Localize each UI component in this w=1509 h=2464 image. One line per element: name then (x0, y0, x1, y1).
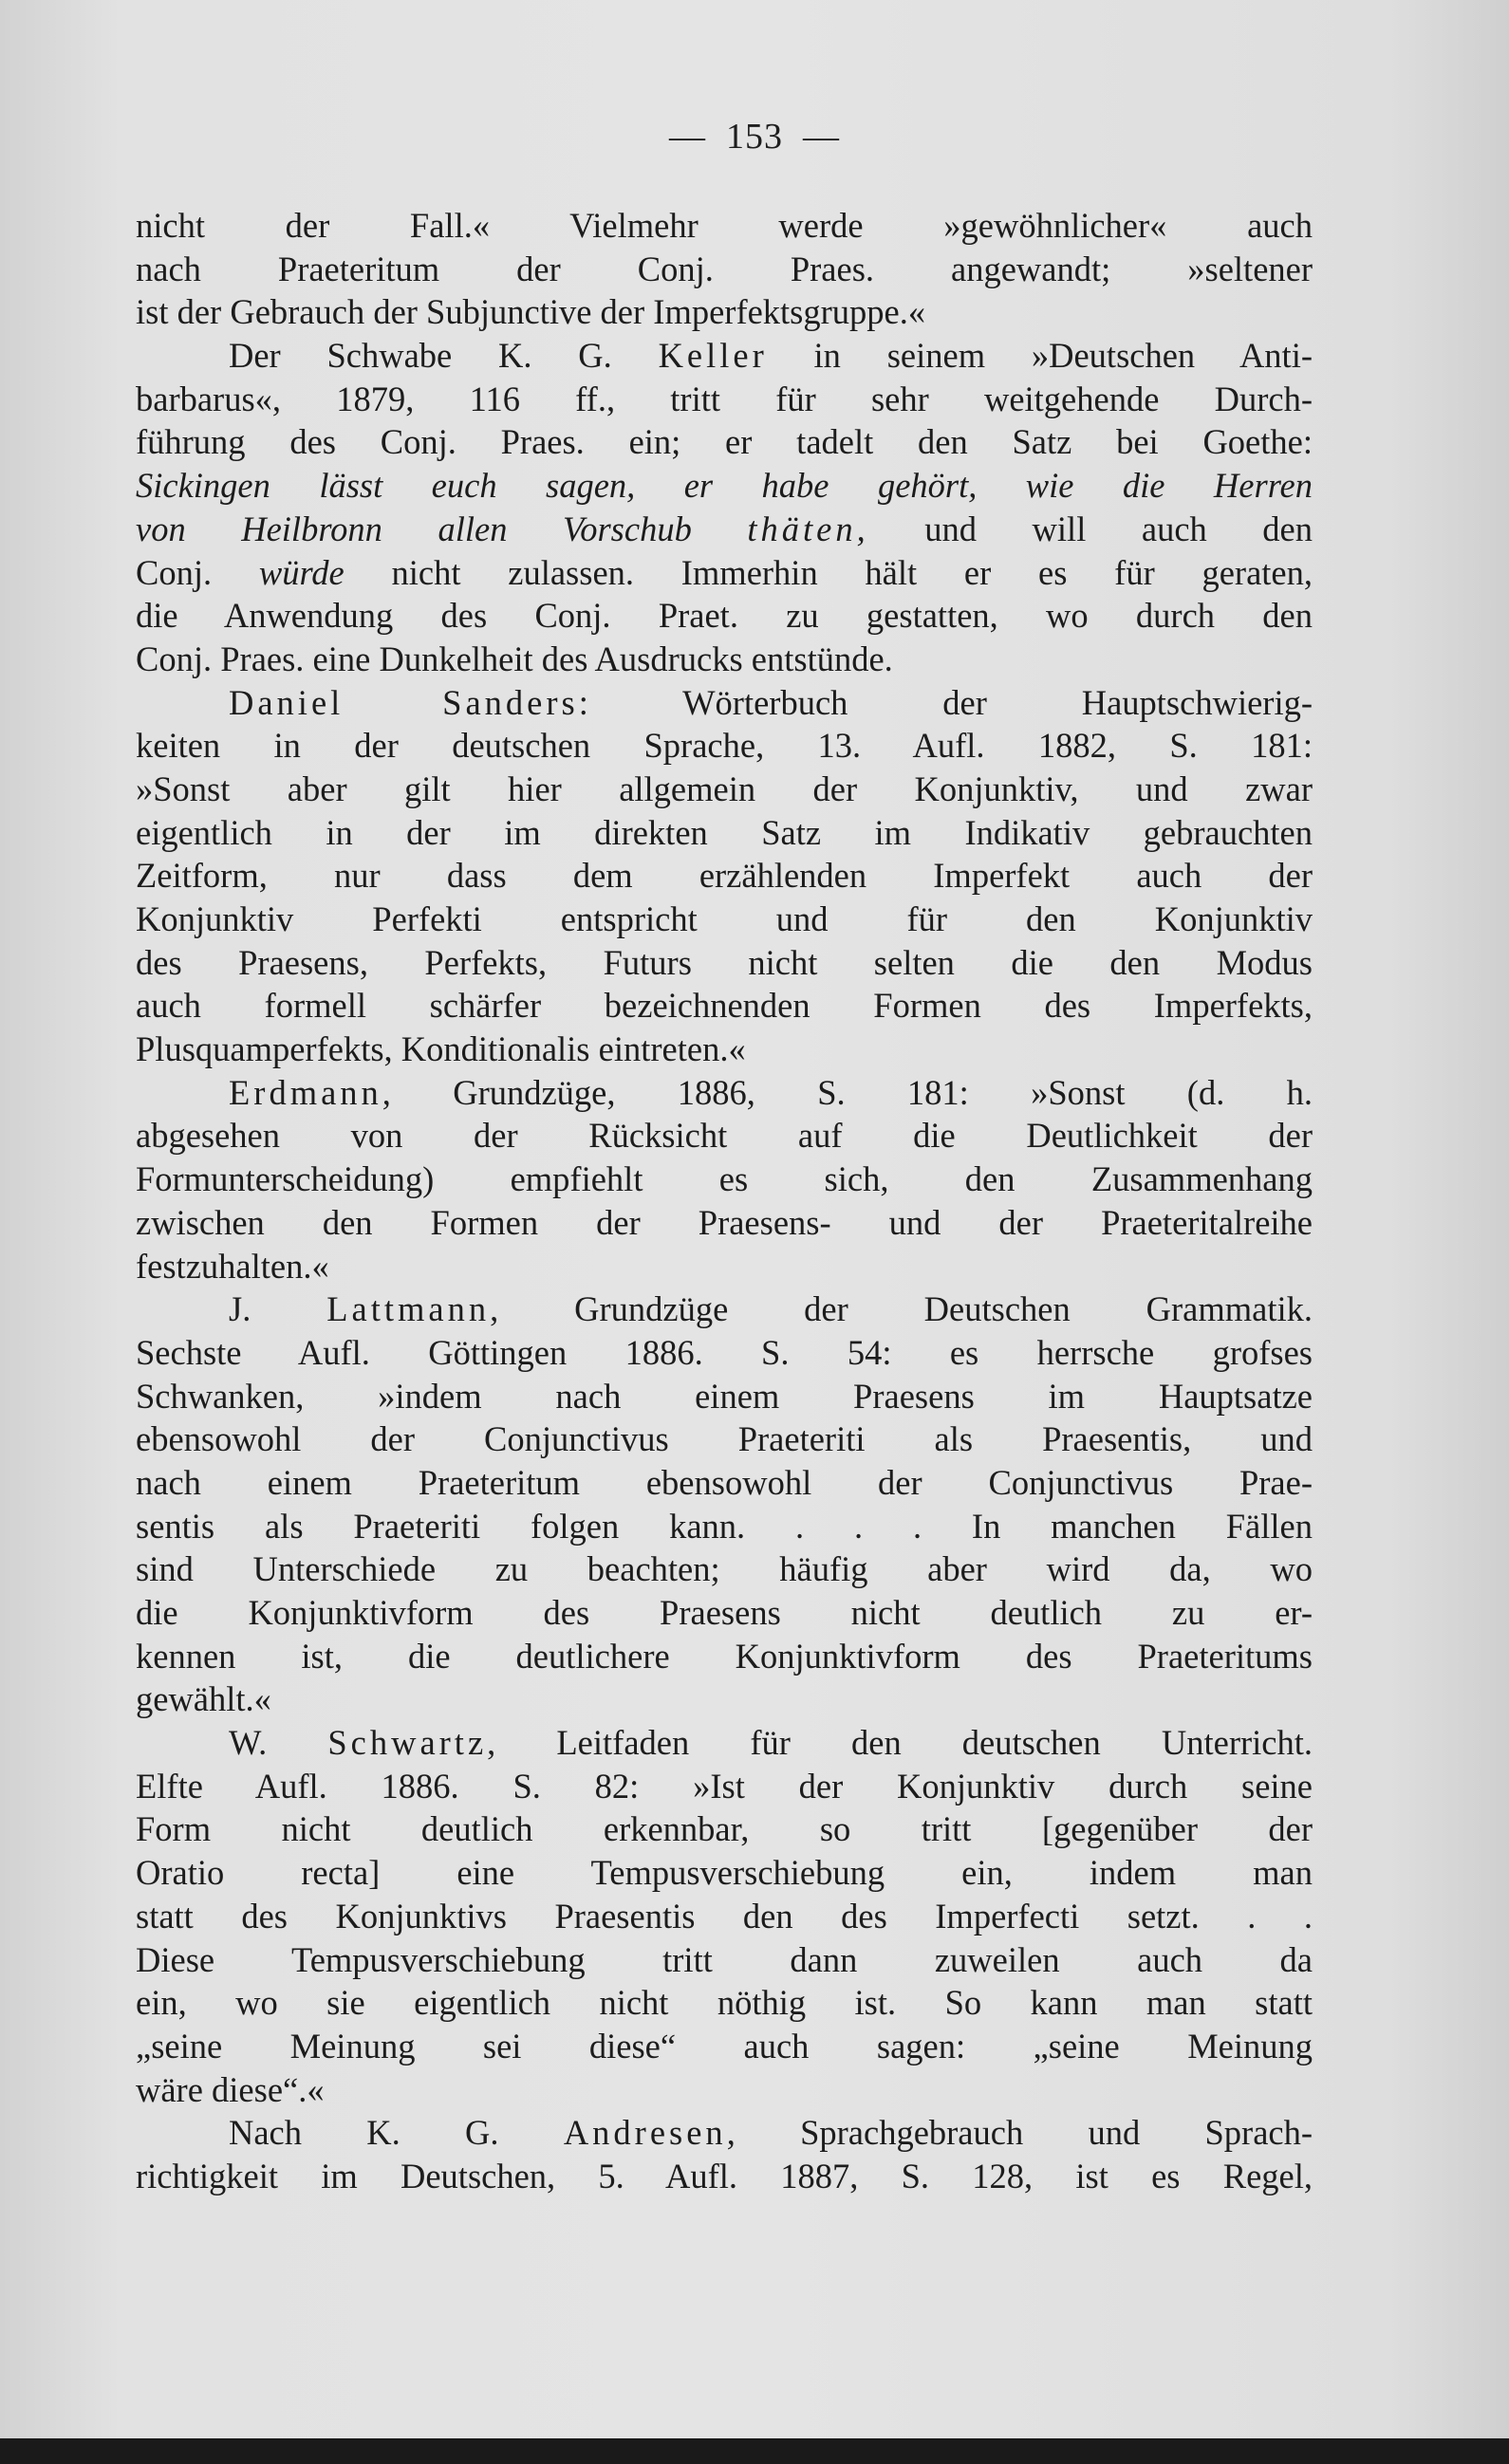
text-segment: richtigkeit im Deutschen, 5. Aufl. 1887, S. 128, ist es Regel, (136, 2156, 1313, 2195)
text-line (136, 1635, 1313, 1678)
spaced-name: Lattmann (326, 1289, 491, 1329)
scan-bottom-edge (0, 2438, 1509, 2464)
text-line (136, 1895, 1313, 1938)
text-segment: keiten in der deutschen Sprache, 13. Aufl. 1882, S. 181: (136, 726, 1313, 766)
text-segment: W. (229, 1723, 328, 1763)
text-line (136, 594, 1313, 638)
text-line (136, 1071, 1313, 1115)
text-segment: abgesehen von der Rücksicht auf die Deutlichkeit der (136, 1116, 1313, 1156)
text-segment: in seinem »Deutschen Anti- (767, 336, 1313, 376)
text-segment: ein, wo sie eigentlich nicht nöthig ist. So kann man statt (136, 1983, 1313, 2023)
text-line (136, 1981, 1313, 2025)
text-line (136, 898, 1313, 941)
text-line (136, 1375, 1313, 1418)
text-segment: eigentlich in der im direkten Satz im Indikativ gebrauchten (136, 812, 1313, 852)
text-segment: „seine Meinung sei diese“ auch sagen: „seine Meinung (136, 2026, 1313, 2066)
text-segment: ist der Gebrauch der Subjunctive der Imperfektsgruppe.« (136, 292, 926, 332)
text-line (136, 941, 1313, 985)
text-segment: kennen ist, die deutlichere Konjunktivform des Praeteritums (136, 1636, 1313, 1676)
text-line (136, 1677, 1313, 1721)
spaced-name: Andresen (563, 2113, 727, 2153)
text-segment: Nach K. G. (229, 2113, 564, 2153)
text-line (136, 1505, 1313, 1548)
text-line (136, 1158, 1313, 1201)
spaced-name: Daniel Sanders (229, 682, 579, 722)
text-segment: , Sprachgebrauch und Sprach- (726, 2113, 1313, 2153)
text-line (136, 551, 1313, 595)
text-segment: Sechste Aufl. Göttingen 1886. S. 54: es herrsche grofses (136, 1332, 1313, 1372)
text-line (136, 638, 1313, 681)
text-segment: nicht der Fall.« Vielmehr werde »gewöhnlicher« auch (136, 206, 1313, 245)
text-line (136, 811, 1313, 855)
page-number: — 153 — (669, 117, 840, 157)
text-segment: J. (229, 1289, 327, 1329)
text-line (136, 1201, 1313, 1245)
spaced-name: Schwartz (327, 1723, 488, 1763)
text-line (136, 1245, 1313, 1288)
text-segment: , Leitfaden für den deutschen Unterricht. (487, 1723, 1313, 1763)
text-segment: Plusquamperfekts, Konditionalis eintreten.« (136, 1029, 746, 1069)
text-segment: Formunterscheidung) empfiehlt es sich, den Zusammenhang (136, 1159, 1313, 1199)
text-line (136, 2111, 1313, 2155)
text-segment: führung des Conj. Praes. ein; er tadelt den Satz bei Goethe: (136, 422, 1313, 462)
text-segment: nicht zulassen. Immerhin hält er es für geraten, (344, 552, 1313, 592)
text-segment: Konjunktiv Perfekti entspricht und für den Konjunktiv (136, 899, 1313, 938)
text-segment: Der Schwabe K. G. (229, 336, 659, 376)
text-segment: »Sonst aber gilt hier allgemein der Konjunktiv, und zwar (136, 769, 1313, 808)
text-line (136, 420, 1313, 464)
spaced-name: Keller (658, 336, 768, 376)
text-segment: gewählt.« (136, 1679, 271, 1719)
text-segment: zwischen den Formen der Praesens- und der Praeteritalreihe (136, 1202, 1313, 1242)
text-segment: sind Unterschiede zu beachten; häufig aber wird da, wo (136, 1549, 1313, 1589)
text-line (136, 854, 1313, 898)
text-segment: auch formell schärfer bezeichnenden Formen des Imperfekts, (136, 986, 1313, 1026)
text-segment: nach Praeteritum der Conj. Praes. angewandt; »seltener (136, 249, 1313, 288)
text-segment: , Grundzüge, 1886, S. 181: »Sonst (d. h. (382, 1072, 1313, 1112)
text-line (136, 1288, 1313, 1331)
text-segment: wäre diese“.« (136, 2069, 325, 2109)
text-line (136, 1547, 1313, 1591)
text-line (136, 1461, 1313, 1505)
text-line (136, 508, 1313, 551)
italic-text: Sickingen lässt euch sagen, er habe gehört, wie die Herren (136, 466, 1313, 506)
text-segment: Schwanken, »indem nach einem Praesens im Hauptsatze (136, 1376, 1313, 1416)
text-line (136, 1851, 1313, 1895)
spaced-name: Erdmann (229, 1072, 382, 1112)
text-segment: ebensowohl der Conjunctivus Praeteriti als Praesentis, und (136, 1419, 1313, 1459)
text-line (136, 1331, 1313, 1375)
text-line (136, 724, 1313, 768)
text-segment: die Anwendung des Conj. Praet. zu gestatten, wo durch den (136, 596, 1313, 636)
spaced-name: thäten, (747, 509, 869, 548)
text-line (136, 2068, 1313, 2112)
text-segment: Elfte Aufl. 1886. S. 82: »Ist der Konjunktiv durch seine (136, 1766, 1313, 1806)
text-line (136, 681, 1313, 725)
text-line (136, 1807, 1313, 1851)
text-segment: des Praesens, Perfekts, Futurs nicht selten die den Modus (136, 942, 1313, 982)
italic-text: von Heilbronn allen Vorschub (136, 509, 748, 548)
text-segment: Zeitform, nur dass dem erzählenden Imperfekt auch der (136, 856, 1313, 896)
text-segment: die Konjunktivform des Praesens nicht deutlich zu er- (136, 1593, 1313, 1632)
text-segment: festzuhalten.« (136, 1246, 329, 1286)
text-segment: : Wörterbuch der Hauptschwierig- (578, 682, 1313, 722)
text-segment: nach einem Praeteritum ebensowohl der Conjunctivus Prae- (136, 1462, 1313, 1502)
text-segment: und will auch den (868, 509, 1313, 548)
text-line (136, 2025, 1313, 2068)
text-segment: Oratio recta] eine Tempusverschiebung ein, indem man (136, 1853, 1313, 1893)
text-segment: , Grundzüge der Deutschen Grammatik. (490, 1289, 1313, 1329)
text-segment: sentis als Praeteriti folgen kann. . . . In manchen Fällen (136, 1506, 1313, 1546)
text-line (136, 1114, 1313, 1158)
text-line (136, 1417, 1313, 1461)
italic-text: würde (258, 552, 345, 592)
text-line (136, 2155, 1313, 2198)
text-line (136, 984, 1313, 1028)
text-segment: Conj. (136, 552, 259, 592)
text-segment: barbarus«, 1879, 116 ff., tritt für sehr weitgehende Durch- (136, 379, 1313, 418)
text-line (136, 334, 1313, 378)
text-line (136, 1765, 1313, 1808)
text-line (136, 1591, 1313, 1635)
text-line (136, 768, 1313, 811)
text-segment: Diese Tempusverschiebung tritt dann zuweilen auch da (136, 1939, 1313, 1979)
text-line (136, 290, 1313, 334)
text-segment: Conj. Praes. eine Dunkelheit des Ausdrucks entstünde. (136, 639, 893, 678)
text-line (136, 464, 1313, 508)
text-line (136, 1028, 1313, 1071)
text-line (136, 1938, 1313, 1982)
text-line (136, 378, 1313, 421)
text-line (136, 248, 1313, 291)
text-line (136, 1721, 1313, 1765)
text-line (136, 204, 1313, 248)
text-segment: Form nicht deutlich erkennbar, so tritt [gegenüber der (136, 1809, 1313, 1849)
body-text (136, 204, 1313, 2198)
text-segment: statt des Konjunktivs Praesentis den des Imperfecti setzt. . . (136, 1896, 1313, 1936)
